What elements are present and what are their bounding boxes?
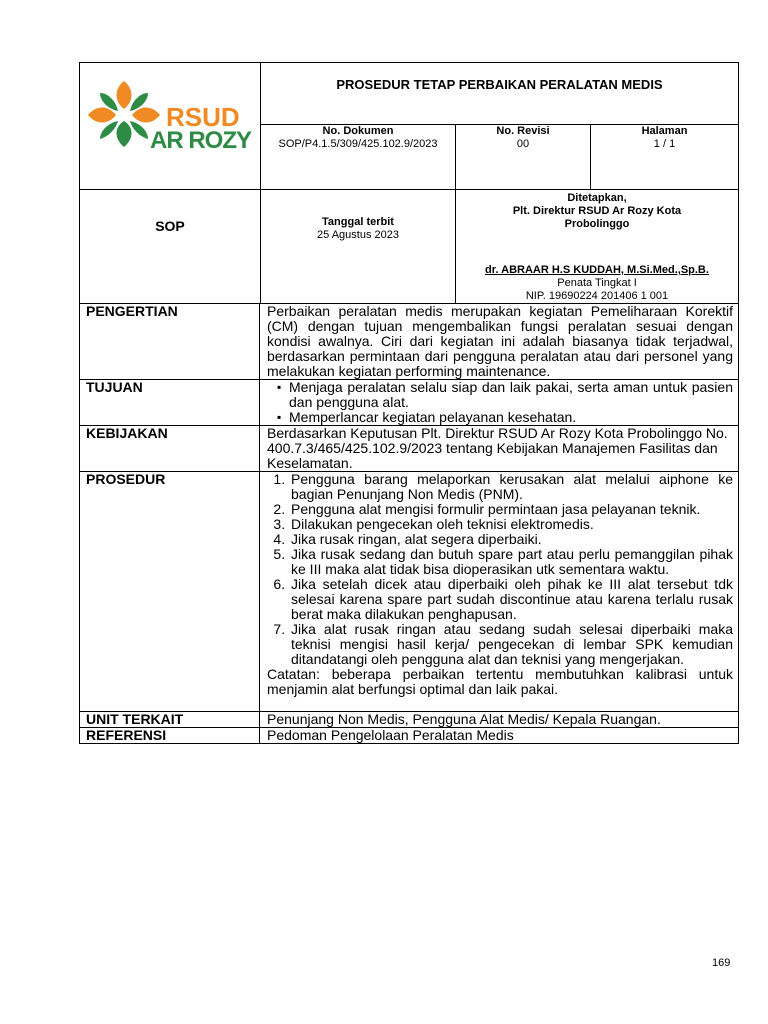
pengertian-label: PENGERTIAN xyxy=(80,304,260,380)
signer-name: dr. ABRAAR H.S KUDDAH, M.Si.Med.,Sp.B. xyxy=(485,264,709,276)
approval-line-2: Plt. Direktur RSUD Ar Rozy Kota xyxy=(512,205,682,217)
hospital-logo xyxy=(86,79,258,154)
issue-date-value: 25 Agustus 2023 xyxy=(317,229,399,241)
sop-cell xyxy=(79,189,261,304)
page-number: 169 xyxy=(712,957,731,969)
page-label: Halaman xyxy=(641,125,688,137)
kebijakan-label: KEBIJAKAN xyxy=(80,426,260,472)
kebijakan-text: Berdasarkan Keputusan Plt. Direktur RSUD Ar Rozy Kota Probolinggo No. 400.7.3/465/425.102.9/2023 tentang Kebijakan Manajemen Fasilitas dan Keselamatan. xyxy=(260,426,739,472)
approval-cell xyxy=(455,189,739,304)
prosedur-content xyxy=(260,472,739,712)
document-number-cell xyxy=(260,124,456,190)
row-pengertian xyxy=(80,304,739,380)
list-item: 2. Pengguna alat mengisi formulir permintaan jasa pelayanan teknik. xyxy=(289,502,733,517)
logo-text-rsud: RSUD xyxy=(166,102,240,132)
row-referensi xyxy=(80,728,739,744)
tujuan-content xyxy=(260,380,739,426)
unit-terkait-text: Penunjang Non Medis, Pengguna Alat Medis/ Kepala Ruangan. xyxy=(260,712,739,728)
revision-cell xyxy=(455,124,591,190)
pengertian-text: Perbaikan peralatan medis merupakan kegiatan Pemeliharaan Korektif (CM) dengan tujuan mengembalikan fungsi peralatan sesuai dengan kondisi awalnya. Ciri dari kegiatan ini adalah biasanya tidak terjadwal, berdasarkan permintaan dari pengguna peralatan atau dari personel yang melakukan kegiatan performing maintenance. xyxy=(260,304,739,380)
list-item: 5. Jika rusak sedang dan butuh spare part atau perlu pemanggilan pihak ke III maka alat tidak bisa dioperasikan utk sementara waktu. xyxy=(289,547,733,577)
list-item: 7. Jika alat rusak ringan atau sedang sudah selesai diperbaiki maka teknisi mengisi hasil kerja/ pengecekan di lembar SPK kemudian ditandatangi oleh pengguna alat dan teknisi yang mengerjakan. xyxy=(289,622,733,667)
page-value: 1 / 1 xyxy=(653,138,676,150)
referensi-label: REFERENSI xyxy=(80,728,260,744)
signer-nip: NIP. 19690224 201406 1 001 xyxy=(525,290,669,302)
prosedur-label: PROSEDUR xyxy=(80,472,260,712)
row-unit-terkait xyxy=(80,712,739,728)
approval-line-3: Probolinggo xyxy=(564,218,630,230)
document-number-value: SOP/P4.1.5/309/425.102.9/2023 xyxy=(278,138,438,150)
unit-terkait-label: UNIT TERKAIT xyxy=(80,712,260,728)
document-header xyxy=(79,62,739,304)
revision-value: 00 xyxy=(516,138,530,150)
row-kebijakan xyxy=(80,426,739,472)
logo-text-ar-rozy: AR ROZY xyxy=(150,127,251,154)
sop-label: SOP xyxy=(155,218,185,234)
list-item: ▪ Memperlancar kegiatan pelayanan kesehatan. xyxy=(289,410,733,425)
row-tujuan xyxy=(80,380,739,426)
list-item: 4. Jika rusak ringan, alat segera diperbaiki. xyxy=(289,532,733,547)
row-prosedur xyxy=(80,472,739,712)
list-item: 1. Pengguna barang melaporkan kerusakan alat melalui aiphone ke bagian Penunjang Non Medis (PNM). xyxy=(289,472,733,502)
prosedur-note: Catatan: beberapa perbaikan tertentu membutuhkan kalibrasi untuk menjamin alat berfungsi optimal dan laik pakai. xyxy=(267,666,733,697)
list-item: 6. Jika setelah dicek atau diperbaiki oleh pihak ke III alat tersebut tdk selesai karena spare part sudah discontinue atau karena terlalu rusak berat maka dilakukan penghapusan. xyxy=(289,577,733,622)
approval-line-1: Ditetapkan, xyxy=(567,192,627,204)
sop-content-table xyxy=(79,303,739,744)
document-number-label: No. Dokumen xyxy=(322,125,394,137)
issue-date-label: Tanggal terbit xyxy=(322,216,394,228)
signer-rank: Penata Tingkat I xyxy=(557,277,637,289)
logo-cell xyxy=(79,62,261,190)
list-item: 3. Dilakukan pengecekan oleh teknisi elektromedis. xyxy=(289,517,733,532)
issue-date-cell xyxy=(260,189,456,304)
page-cell xyxy=(590,124,739,190)
referensi-text: Pedoman Pengelolaan Peralatan Medis xyxy=(260,728,739,744)
revision-label: No. Revisi xyxy=(496,125,550,137)
document-title: PROSEDUR TETAP PERBAIKAN PERALATAN MEDIS xyxy=(336,77,663,92)
title-cell xyxy=(260,62,739,125)
tujuan-label: TUJUAN xyxy=(80,380,260,426)
list-item: ▪ Menjaga peralatan selalu siap dan laik pakai, serta aman untuk pasien dan pengguna alat. xyxy=(289,380,733,410)
